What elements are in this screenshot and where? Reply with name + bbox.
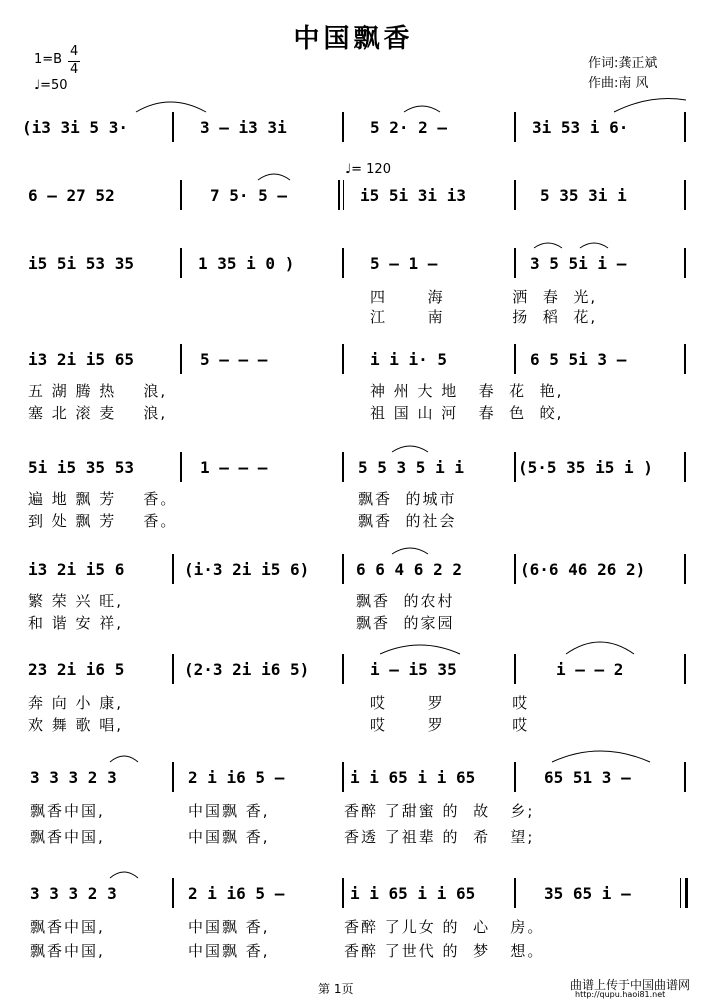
footer-url[interactable]: http://qupu.haoi81.net (575, 990, 666, 999)
lyric-9-v2-b: 中国飘 香, (188, 942, 270, 960)
slur (580, 243, 608, 248)
slur (392, 446, 428, 452)
measure-6-1: i3 2i i5 6 (28, 560, 125, 579)
lyric-9-v1-b: 中国飘 香, (188, 918, 270, 936)
measure-3-4: 3 5 5i i – (530, 254, 627, 273)
lyric-7-v1-a: 奔 向 小 康, (28, 694, 124, 712)
measure-9-1: 3 3 3 2 3 (30, 884, 117, 903)
measure-4-3: i i i· 5 (370, 350, 448, 369)
measure-9-4: 35 65 i – (544, 884, 631, 903)
lyric-6-v2-a: 和 谐 安 祥, (28, 614, 124, 632)
lyric-8-v1-b: 中国飘 香, (188, 802, 270, 820)
measure-1-2: 3 – i3 3i (200, 118, 287, 137)
lyric-4-v2-b: 祖 国 山 河 春 色 皎, (370, 404, 564, 422)
measure-5-3: 5 5 3 5 i i (358, 458, 464, 477)
measure-2-2: 7 5· 5 – (210, 186, 288, 205)
measure-7-2: (2·3 2i i6 5) (184, 660, 310, 679)
lyric-9-v2-c: 香醉 了世代 的 梦 想。 (344, 942, 545, 960)
measure-6-4: (6·6 46 26 2) (520, 560, 646, 579)
slur (392, 548, 428, 554)
measure-3-1: i5 5i 53 35 (28, 254, 134, 273)
measure-2-4: 5 35 3i i (540, 186, 627, 205)
time-sig-top: 4 (70, 44, 79, 59)
lyric-8-v2-c: 香透 了祖辈 的 希 望; (344, 828, 535, 846)
measure-5-1: 5i i5 35 53 (28, 458, 134, 477)
measure-6-2: (i·3 2i i5 6) (184, 560, 310, 579)
slur (110, 756, 138, 762)
lyric-9-v2-a: 飘香中国, (30, 942, 105, 960)
measure-2-3: i5 5i 3i i3 (360, 186, 466, 205)
lyric-4-v1-b: 神 州 大 地 春 花 艳, (370, 382, 564, 400)
measure-8-3: i i 65 i i 65 (350, 768, 476, 787)
lyric-6-v1-b: 飘香 的农村 (356, 592, 455, 610)
slur (614, 99, 686, 113)
measure-6-3: 6 6 4 6 2 2 (356, 560, 462, 579)
footer-site: 曲谱上传于中国曲谱网 (570, 978, 691, 992)
measure-3-2: 1 35 i 0 ) (198, 254, 295, 273)
lyric-3-v1: 四 海 洒 春 光, (370, 288, 598, 306)
measure-7-4: i – – 2 (556, 660, 624, 679)
lyric-7-v2-a: 欢 舞 歌 唱, (28, 716, 124, 734)
lyric-8-v2-a: 飘香中国, (30, 828, 105, 846)
measure-5-2: 1 – – – (200, 458, 268, 477)
measure-5-4: (5·5 35 i5 i ) (518, 458, 653, 477)
slur (404, 106, 440, 112)
measure-2-1: 6 – 27 52 (28, 186, 115, 205)
lyric-7-v1-b: 哎 罗 哎 (370, 694, 530, 712)
slur (110, 872, 138, 878)
slur (380, 645, 460, 654)
lyric-5-v2-b: 飘香 的社会 (358, 512, 457, 530)
lyric-3-v2: 江 南 扬 稻 花, (370, 308, 598, 326)
lyric-9-v1-c: 香醉 了儿女 的 心 房。 (344, 918, 545, 936)
measure-1-4: 3i 53 i 6· (532, 118, 629, 137)
lyric-8-v1-a: 飘香中国, (30, 802, 105, 820)
measure-8-1: 3 3 3 2 3 (30, 768, 117, 787)
lyric-8-v1-c: 香醉 了甜蜜 的 故 乡; (344, 802, 535, 820)
tempo-initial: ♩=50 (34, 78, 68, 93)
slur (552, 751, 650, 762)
page-title: 中国飘香 (293, 24, 414, 54)
lyric-4-v2-a: 塞 北 滚 麦 浪, (28, 404, 168, 422)
measure-8-4: 65 51 3 – (544, 768, 631, 787)
measure-4-4: 6 5 5i 3 – (530, 350, 627, 369)
composer: 作曲:南 风 (588, 76, 649, 91)
slur (534, 243, 562, 248)
lyric-5-v2-a: 到 处 飘 芳 香。 (28, 512, 178, 530)
measure-8-2: 2 i i6 5 – (188, 768, 285, 787)
lyric-5-v1-a: 遍 地 飘 芳 香。 (28, 490, 178, 508)
slur (136, 102, 206, 112)
measure-1-3: 5 2· 2 – (370, 118, 448, 137)
footer-page-number: 第 1页 (318, 982, 354, 996)
lyric-9-v1-a: 飘香中国, (30, 918, 105, 936)
measure-7-3: i – i5 35 (370, 660, 457, 679)
lyric-8-v2-b: 中国飘 香, (188, 828, 270, 846)
measure-3-3: 5 – 1 – (370, 254, 438, 273)
measure-9-2: 2 i i6 5 – (188, 884, 285, 903)
tempo-change: ♩= 120 (345, 162, 391, 177)
slur (566, 642, 634, 654)
slur (258, 174, 290, 180)
lyric-5-v1-b: 飘香 的城市 (358, 490, 457, 508)
lyric-7-v2-b: 哎 罗 哎 (370, 716, 530, 734)
key-signature: 1=B (34, 52, 63, 67)
measure-4-2: 5 – – – (200, 350, 268, 369)
measure-7-1: 23 2i i6 5 (28, 660, 125, 679)
lyric-6-v2-b: 飘香 的家园 (356, 614, 455, 632)
lyric-6-v1-a: 繁 荣 兴 旺, (28, 592, 124, 610)
time-sig-bottom: 4 (70, 62, 79, 77)
measure-1-1: (i3 3i 5 3· (22, 118, 128, 137)
lyricist: 作词:龚正斌 (588, 56, 658, 71)
measure-9-3: i i 65 i i 65 (350, 884, 476, 903)
lyric-4-v1-a: 五 湖 腾 热 浪, (28, 382, 168, 400)
measure-4-1: i3 2i i5 65 (28, 350, 134, 369)
